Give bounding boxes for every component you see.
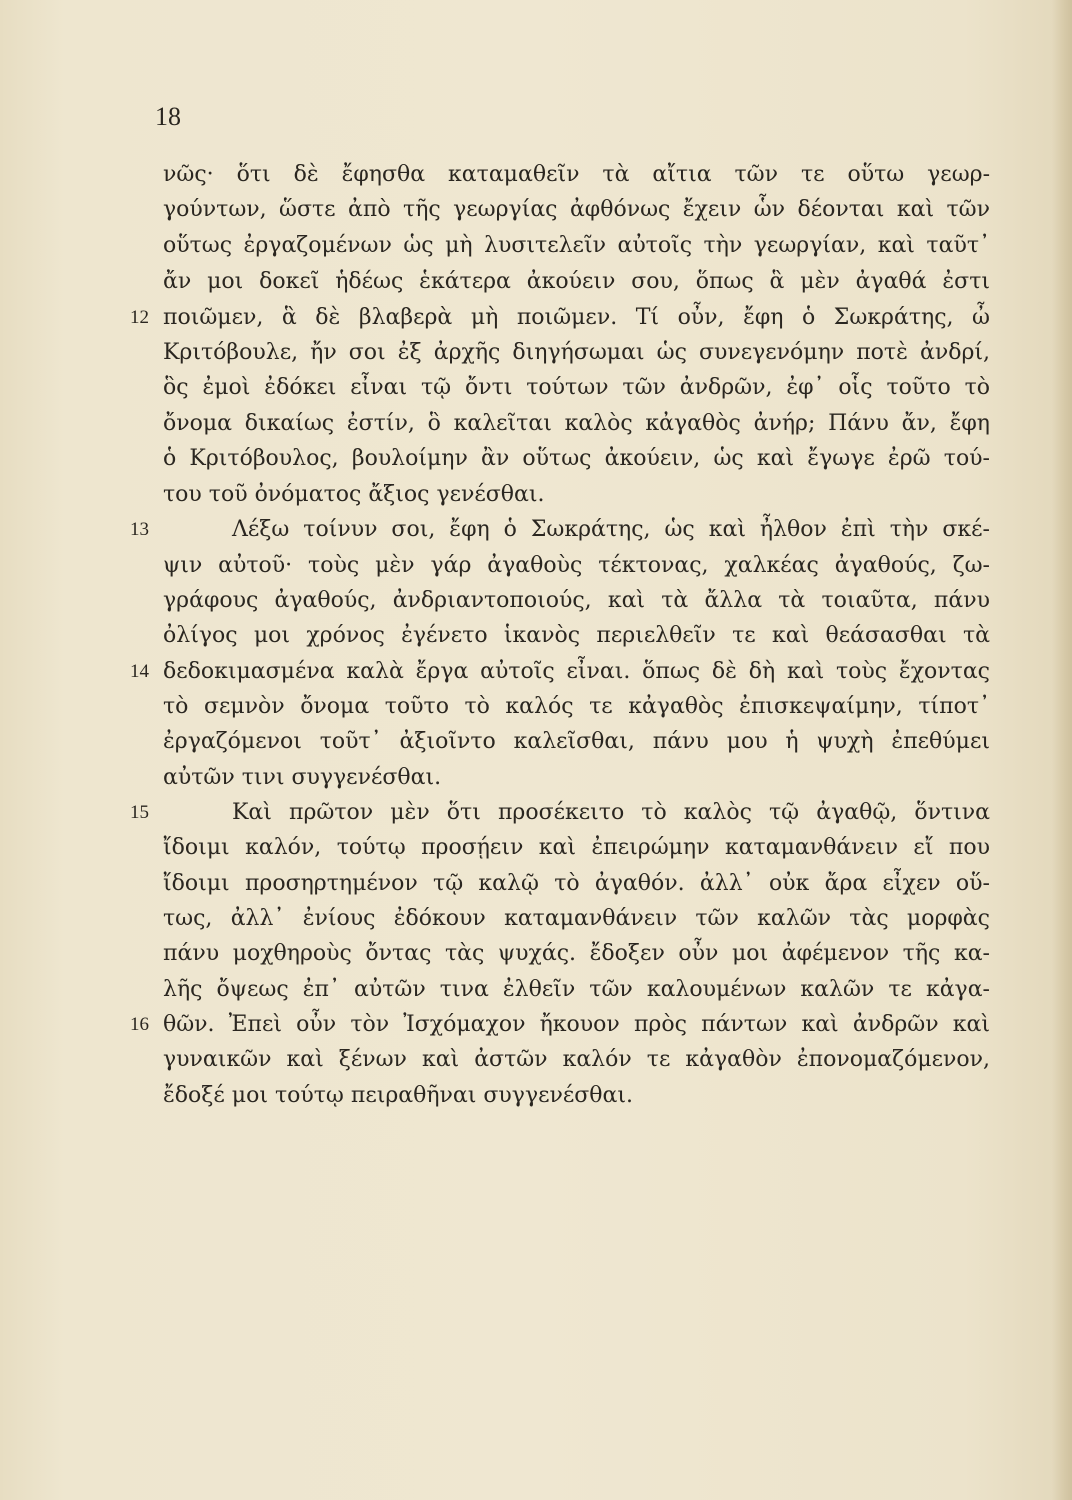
- text-line: αὐτῶν τινι συγγενέσθαι.: [163, 765, 442, 790]
- text-line: ὀλίγος μοι χρόνος ἐγένετο ἱκανὸς περιελθεῖν τε καὶ θεάσασθαι τὰ: [163, 623, 990, 648]
- section-number: 14: [130, 661, 149, 682]
- text-line: ἄν μοι δοκεῖ ἡδέως ἑκάτερα ἀκούειν σου, ὅπως ἃ μὲν ἀγαθά ἐστι: [163, 269, 990, 294]
- text-line: οὕτως ἐργαζομένων ὡς μὴ λυσιτελεῖν αὐτοῖς τὴν γεωργίαν, καὶ ταῦτ᾿: [163, 233, 990, 258]
- text-line: Λέξω τοίνυν σοι, ἔφη ὁ Σωκράτης, ὡς καὶ ἦλθον ἐπὶ τὴν σκέ-: [232, 517, 990, 542]
- text-line: ὁ Κριτόβουλος, βουλοίμην ἂν οὕτως ἀκούειν, ὡς καὶ ἔγωγε ἐρῶ τού-: [163, 446, 990, 471]
- text-line: ἴδοιμι καλόν, τούτῳ προσῄειν καὶ ἐπειρώμην καταμανθάνειν εἴ που: [163, 835, 990, 860]
- text-line: γούντων, ὥστε ἀπὸ τῆς γεωργίας ἀφθόνως ἔχειν ὧν δέονται καὶ τῶν: [163, 197, 990, 222]
- text-line: λῆς ὄψεως ἐπ᾿ αὐτῶν τινα ἐλθεῖν τῶν καλουμένων καλῶν τε κἀγα-: [163, 977, 990, 1002]
- text-line: ἔδοξέ μοι τούτῳ πειραθῆναι συγγενέσθαι.: [163, 1083, 634, 1108]
- text-line: θῶν. Ἐπεὶ οὖν τὸν Ἰσχόμαχον ἤκουον πρὸς πάντων καὶ ἀνδρῶν καὶ: [163, 1012, 990, 1037]
- section-number: 12: [130, 307, 149, 328]
- text-line: δεδοκιμασμένα καλὰ ἔργα αὐτοῖς εἶναι. ὅπως δὲ δὴ καὶ τοὺς ἔχοντας: [163, 659, 990, 684]
- section-number: 15: [130, 802, 149, 823]
- text-line: ἴδοιμι προσηρτημένον τῷ καλῷ τὸ ἀγαθόν. ἀλλ᾿ οὐκ ἄρα εἶχεν οὕ-: [163, 871, 990, 896]
- text-line: ἐργαζόμενοι τοῦτ᾿ ἀξιοῖντο καλεῖσθαι, πάνυ μου ἡ ψυχὴ ἐπεθύμει: [163, 729, 990, 754]
- text-line: ποιῶμεν, ἃ δὲ βλαβερὰ μὴ ποιῶμεν. Τί οὖν, ἔφη ὁ Σωκράτης, ὦ: [163, 305, 990, 330]
- text-line: τως, ἀλλ᾿ ἐνίους ἐδόκουν καταμανθάνειν τῶν καλῶν τὰς μορφὰς: [163, 906, 990, 931]
- text-line: γυναικῶν καὶ ξένων καὶ ἀστῶν καλόν τε κἀγαθὸν ἐπονομαζόμενον,: [163, 1047, 990, 1072]
- text-line: γράφους ἀγαθούς, ἀνδριαντοποιούς, καὶ τὰ ἄλλα τὰ τοιαῦτα, πάνυ: [163, 588, 990, 613]
- text-line: ψιν αὐτοῦ· τοὺς μὲν γάρ ἀγαθοὺς τέκτονας, χαλκέας ἀγαθούς, ζω-: [163, 553, 990, 578]
- text-line: του τοῦ ὀνόματος ἄξιος γενέσθαι.: [163, 482, 545, 507]
- text-line: τὸ σεμνὸν ὄνομα τοῦτο τὸ καλός τε κἀγαθὸς ἐπισκεψαίμην, τίποτ᾿: [163, 694, 990, 719]
- section-number: 13: [130, 519, 149, 540]
- page-number: 18: [155, 102, 181, 131]
- text-line: ὄνομα δικαίως ἐστίν, ὃ καλεῖται καλὸς κἀγαθὸς ἀνήρ; Πάνυ ἄν, ἔφη: [163, 411, 990, 436]
- text-line: νῶς· ὅτι δὲ ἔφησθα καταμαθεῖν τὰ αἴτια τῶν τε οὕτω γεωρ-: [163, 162, 990, 187]
- section-number: 16: [130, 1014, 149, 1035]
- text-line: ὃς ἐμοὶ ἐδόκει εἶναι τῷ ὄντι τούτων τῶν ἀνδρῶν, ἐφ᾿ οἷς τοῦτο τὸ: [163, 375, 990, 400]
- text-line: πάνυ μοχθηροὺς ὄντας τὰς ψυχάς. ἔδοξεν οὖν μοι ἀφέμενον τῆς κα-: [163, 941, 990, 966]
- text-line: Καὶ πρῶτον μὲν ὅτι προσέκειτο τὸ καλὸς τῷ ἀγαθῷ, ὅντινα: [232, 800, 990, 825]
- text-line: Κριτόβουλε, ἤν σοι ἐξ ἀρχῆς διηγήσωμαι ὡς συνεγενόμην ποτὲ ἀνδρί,: [163, 340, 990, 365]
